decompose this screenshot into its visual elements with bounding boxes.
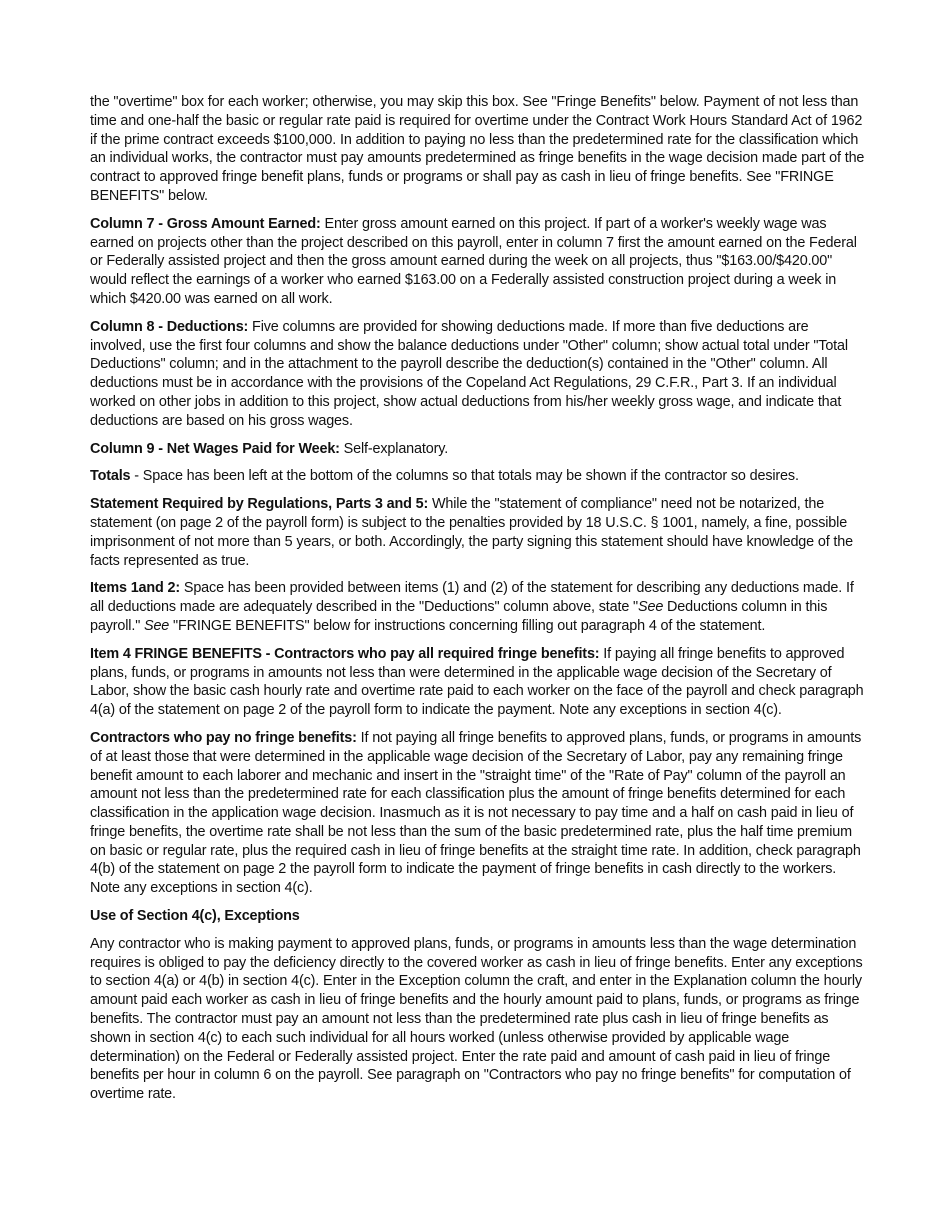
p-overtime-paragraph: [90, 93, 865, 206]
body-text: "FRINGE BENEFITS" below for instructions concerning filling out paragraph 4 of the statement.: [169, 617, 766, 634]
bold-lead-in: Column 7 - Gross Amount Earned:: [90, 215, 321, 232]
body-text: Enter gross amount earned on this project. If part of a worker's weekly wage was earned on projects other than the project described on this payroll, enter in column 7 first the amount earned on the Federal or Federally assisted project and then the gross amount earned during the week on all projects, thus "$163.00/$420.00" would reflect the earnings of a worker who earned $163.00 on a Federally assisted construction project during a week in which $420.00 was earned on all work.: [90, 215, 857, 307]
body-text: - Space has been left at the bottom of the columns so that totals may be shown if the contractor so desires.: [130, 468, 799, 485]
body-text: If not paying all fringe benefits to approved plans, funds, or programs in amounts of at least those that were determined in the applicable wage decision of the Secretary of Labor, pay any remaining fringe benefit amount to each laborer and mechanic and insert in the "straight time" of the "Rate of Pay" column of the payroll an amount not less than the predetermined rate for each classification plus the amount of fringe benefits determined for each classification in the application wage decision. Inasmuch as it is not necessary to pay time and a half on cash paid in lieu of fringe benefits, the overtime rate shall be not less than the sum of the basic predetermined rate, plus the half time premium on basic or regular rate, plus the required cash in lieu of fringe benefits at the straight time rate. In addition, check paragraph 4(b) of the statement on page 2 the payroll form to indicate the payment of fringe benefits in cash directly to the workers. Note any exceptions in section 4(c).: [90, 729, 862, 897]
bold-lead-in: Items 1and 2:: [90, 580, 181, 597]
body-text: Five columns are provided for showing deductions made. If more than five deductions are involved, use the first four columns and show the balance deductions under "Other" column; show actual total under "Total Deductions" column; and in the attachment to the payroll describe the deduction(s) contained in the "Other" column. All deductions must be in accordance with the provisions of the Copeland Act Regulations, 29 C.F.R., Part 3. If an individual worked on other jobs in addition to this project, show actual deductions from his/her weekly gross wage, and indicate that deductions are based on his gross wages.: [90, 318, 848, 429]
p-item4-paragraph: [90, 645, 865, 720]
body-text: If paying all fringe benefits to approved plans, funds, or programs in amounts not less than were determined in the applicable wage decision of the Secretary of Labor, show the basic cash hourly rate and overtime rate paid to each worker on the face of the payroll and check paragraph 4(a) of the statement on page 2 of the payroll form to indicate the payment. Note any exceptions in section 4(c).: [90, 645, 864, 719]
p-col7-paragraph: [90, 215, 865, 309]
body-text: Space has been provided between items (1) and (2) of the statement for describing any deductions made. If all deductions made are adequately described in the "Deductions" column above, state ": [90, 580, 854, 616]
p-col8-paragraph: [90, 318, 865, 431]
p-nofringe-paragraph: [90, 729, 865, 898]
p-items-paragraph: [90, 579, 865, 635]
bold-lead-in: Item 4 FRINGE BENEFITS - Contractors who pay all required fringe benefits:: [90, 645, 600, 662]
body-text: Self-explanatory.: [339, 440, 449, 457]
document-page: [90, 93, 865, 1113]
instructions-body: [90, 93, 865, 898]
body-text: the "overtime" box for each worker; otherwise, you may skip this box. See "Fringe Benefits" below. Payment of not less than time and one-half the basic or regular rate paid is required for overtime under the Contract Work Hours Standard Act of 1962 if the prime contract exceeds $100,000. In addition to paying no less than the predetermined rate for the classification which an individual works, the contractor must pay amounts predetermined as fringe benefits in the wage decision made part of the contract to approved fringe benefit plans, funds or programs or shall pay as cash in lieu of fringe benefits. See "FRINGE BENEFITS" below.: [90, 94, 865, 204]
exceptions-paragraph: Any contractor who is making payment to approved plans, funds, or programs in amounts less than the wage determination requires is obliged to pay the deficiency directly to the covered worker as cash in lieu of fringe benefits. Enter any exceptions to section 4(a) or 4(b) in section 4(c). Enter in the Exception column the craft, and enter in the Explanation column the hourly amount paid each worker as cash in lieu of fringe benefits and the hourly amount paid to plans, funds, or programs as fringe benefits. The contractor must pay an amount not less than the predetermined rate plus cash in lieu of fringe benefits as shown in section 4(c) to each such individual for all hours worked (unless otherwise provided by applicable wage determination) on the Federal or Federally assisted project. Enter the rate paid and amount of cash paid in lieu of fringe benefits per hour in column 6 on the payroll. See paragraph on "Contractors who pay no fringe benefits" for computation of overtime rate.: [90, 935, 863, 1103]
italic-text: See: [144, 617, 170, 634]
bold-lead-in: Column 8 - Deductions:: [90, 318, 249, 335]
p-statement-paragraph: [90, 495, 865, 570]
section-heading-exceptions: Use of Section 4(c), Exceptions: [90, 908, 300, 925]
bold-lead-in: Statement Required by Regulations, Parts 3 and 5:: [90, 496, 429, 513]
italic-text: See: [638, 599, 664, 616]
p-col9-paragraph: [90, 440, 865, 459]
bold-lead-in: Column 9 - Net Wages Paid for Week:: [90, 440, 340, 457]
bold-lead-in: Contractors who pay no fringe benefits:: [90, 729, 357, 746]
bold-lead-in: Totals: [90, 468, 131, 485]
body-text: Deductions column in this payroll.": [90, 599, 828, 634]
body-text: While the "statement of compliance" need not be notarized, the statement (on page 2 of the payroll form) is subject to the penalties provided by 18 U.S.C. § 1001, namely, a fine, possible imprisonment of not more than 5 years, or both. Accordingly, the party signing this statement should have knowledge of the facts represented as true.: [90, 496, 853, 569]
p-totals-paragraph: [90, 467, 865, 486]
